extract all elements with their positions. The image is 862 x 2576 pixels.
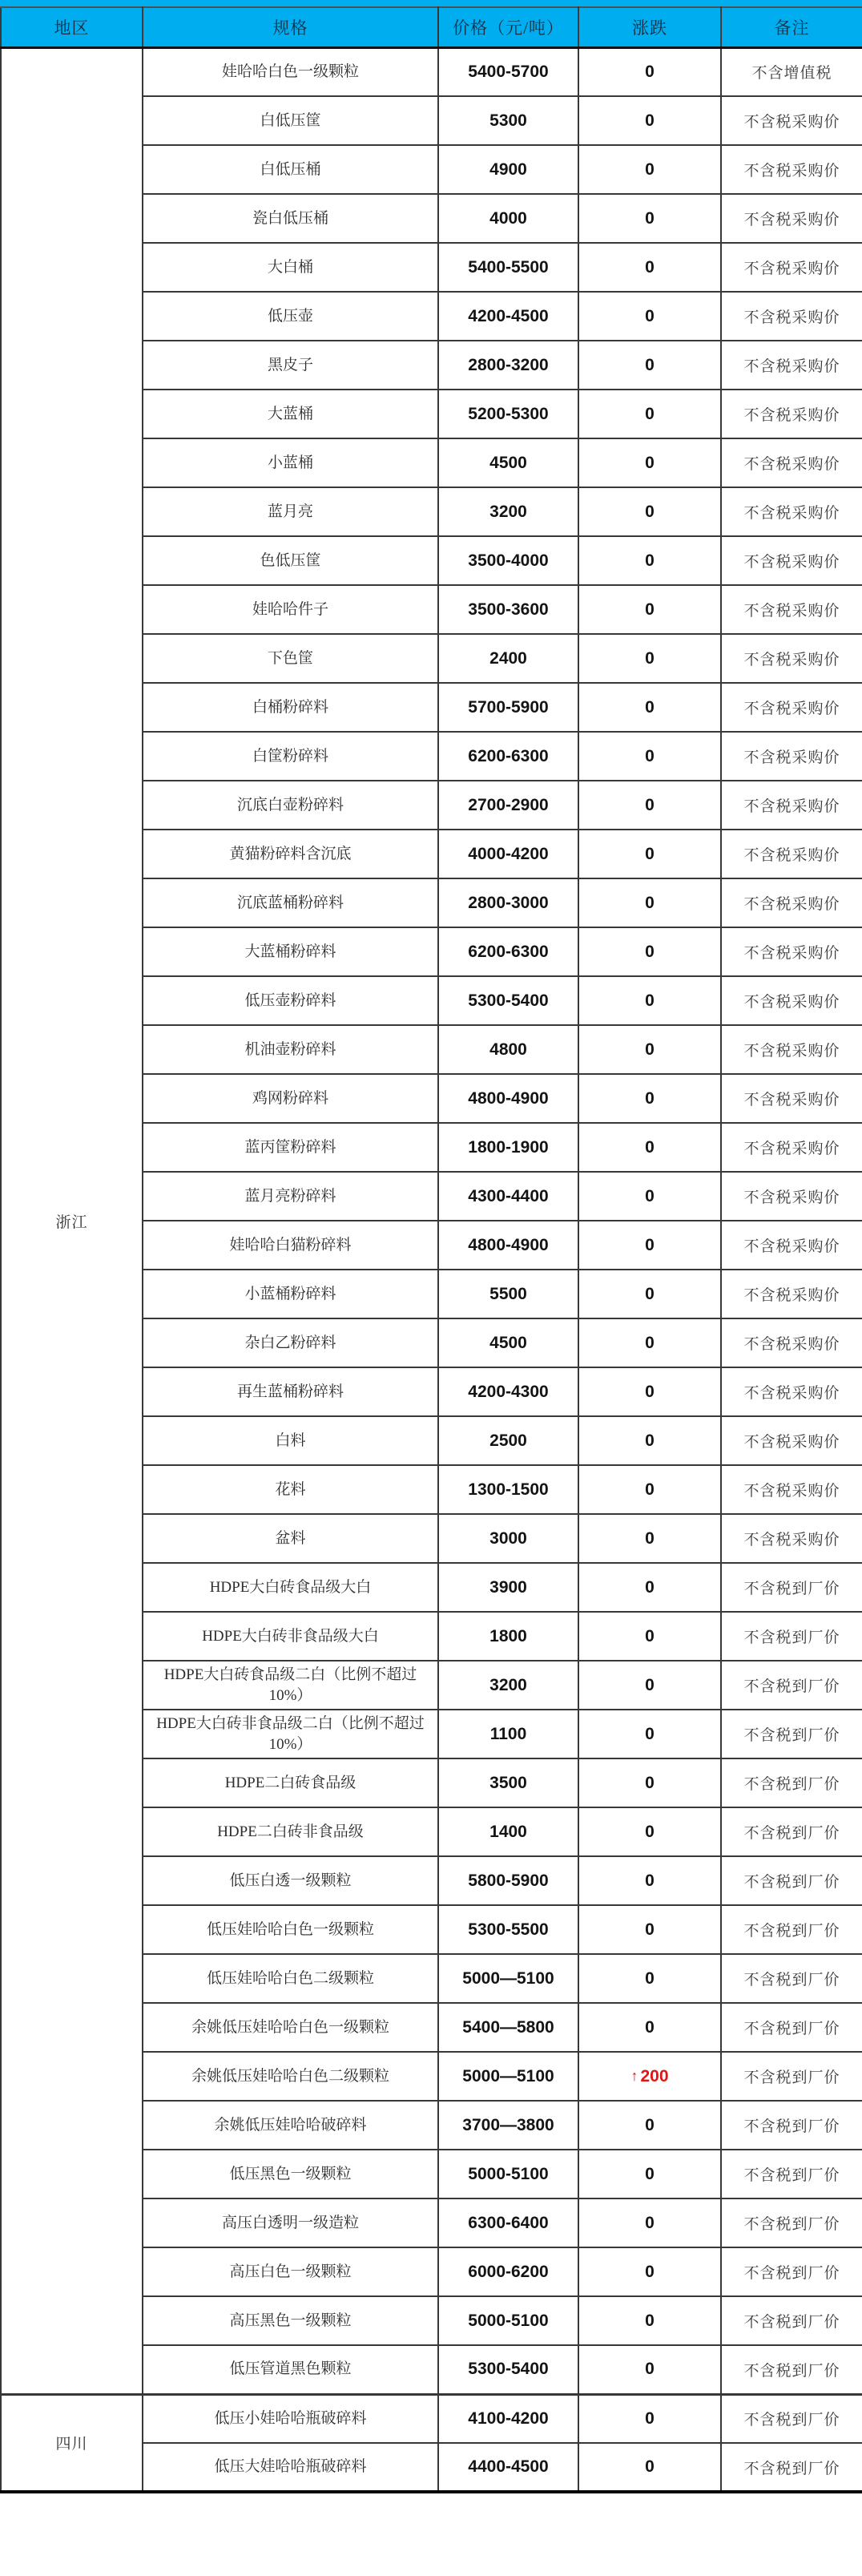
spec-cell: 余姚低压娃哈哈白色二级颗粒 xyxy=(143,2052,438,2101)
change-cell: 0 xyxy=(578,2296,721,2345)
note-cell: 不含税采购价 xyxy=(721,1172,862,1221)
note-cell: 不含税采购价 xyxy=(721,1367,862,1416)
spec-cell: 高压白透明一级造粒 xyxy=(143,2198,438,2247)
price-cell: 3900 xyxy=(438,1563,578,1612)
note-cell: 不含增值税 xyxy=(721,47,862,96)
spec-cell: 机油壶粉碎料 xyxy=(143,1025,438,1074)
spec-cell: 鸡网粉碎料 xyxy=(143,1074,438,1123)
note-cell: 不含税采购价 xyxy=(721,1416,862,1465)
spec-cell: 蓝月亮 xyxy=(143,487,438,536)
spec-cell: 白桶粉碎料 xyxy=(143,683,438,732)
spec-cell: 瓷白低压桶 xyxy=(143,194,438,243)
change-cell: 0 xyxy=(578,2247,721,2296)
spec-cell: 蓝月亮粉碎料 xyxy=(143,1172,438,1221)
note-cell: 不含税采购价 xyxy=(721,1465,862,1514)
column-header-change: 涨跌 xyxy=(578,7,721,47)
price-cell: 5000—5100 xyxy=(438,2052,578,2101)
spec-cell: 小蓝桶粉碎料 xyxy=(143,1270,438,1318)
note-cell: 不含税采购价 xyxy=(721,536,862,585)
price-cell: 5300-5500 xyxy=(438,1905,578,1954)
spec-cell: 花料 xyxy=(143,1465,438,1514)
price-cell: 4500 xyxy=(438,1318,578,1367)
spec-cell: 低压小娃哈哈瓶破碎料 xyxy=(143,2394,438,2443)
note-cell: 不含税采购价 xyxy=(721,1074,862,1123)
change-cell: 0 xyxy=(578,683,721,732)
note-cell: 不含税采购价 xyxy=(721,683,862,732)
note-cell: 不含税采购价 xyxy=(721,1514,862,1563)
price-cell: 3500-4000 xyxy=(438,536,578,585)
change-cell: 0 xyxy=(578,487,721,536)
change-cell: 0 xyxy=(578,145,721,194)
region-cell: 四川 xyxy=(1,2394,143,2492)
price-table xyxy=(0,6,862,2493)
change-cell: 0 xyxy=(578,1123,721,1172)
note-cell: 不含税采购价 xyxy=(721,781,862,830)
spec-cell: 余姚低压娃哈哈白色一级颗粒 xyxy=(143,2003,438,2052)
note-cell: 不含税采购价 xyxy=(721,830,862,878)
price-cell: 3200 xyxy=(438,1661,578,1710)
spec-cell: 蓝丙筐粉碎料 xyxy=(143,1123,438,1172)
change-cell: 0 xyxy=(578,1367,721,1416)
change-cell xyxy=(578,2052,721,2101)
note-cell: 不含税采购价 xyxy=(721,145,862,194)
spec-cell: 大蓝桶 xyxy=(143,390,438,438)
change-cell: 0 xyxy=(578,2150,721,2198)
note-cell: 不含税到厂价 xyxy=(721,2394,862,2443)
note-cell: 不含税到厂价 xyxy=(721,2247,862,2296)
change-cell: 0 xyxy=(578,2345,721,2394)
note-cell: 不含税到厂价 xyxy=(721,1612,862,1661)
change-cell: 0 xyxy=(578,1025,721,1074)
change-cell: 0 xyxy=(578,2443,721,2492)
price-cell: 4800-4900 xyxy=(438,1074,578,1123)
spec-cell: 低压壶 xyxy=(143,292,438,341)
price-cell: 6300-6400 xyxy=(438,2198,578,2247)
price-cell: 5700-5900 xyxy=(438,683,578,732)
change-cell: 0 xyxy=(578,732,721,781)
price-cell: 3200 xyxy=(438,487,578,536)
price-cell: 5300-5400 xyxy=(438,2345,578,2394)
spec-cell: 黑皮子 xyxy=(143,341,438,390)
price-cell: 5000-5100 xyxy=(438,2150,578,2198)
change-cell: 0 xyxy=(578,1661,721,1710)
spec-cell: 白料 xyxy=(143,1416,438,1465)
spec-cell: 低压白透一级颗粒 xyxy=(143,1856,438,1905)
column-header-spec: 规格 xyxy=(143,7,438,47)
price-cell: 4900 xyxy=(438,145,578,194)
price-cell: 4800 xyxy=(438,1025,578,1074)
change-cell: 0 xyxy=(578,781,721,830)
price-cell: 5400—5800 xyxy=(438,2003,578,2052)
change-cell: 0 xyxy=(578,927,721,976)
price-cell: 5200-5300 xyxy=(438,390,578,438)
change-cell: 0 xyxy=(578,1221,721,1270)
price-cell: 2800-3000 xyxy=(438,878,578,927)
price-cell: 1400 xyxy=(438,1807,578,1856)
spec-cell: HDPE二白砖食品级 xyxy=(143,1758,438,1807)
price-cell: 1800 xyxy=(438,1612,578,1661)
note-cell: 不含税采购价 xyxy=(721,341,862,390)
price-cell: 5400-5700 xyxy=(438,47,578,96)
change-cell: 0 xyxy=(578,1954,721,2003)
note-cell: 不含税到厂价 xyxy=(721,1710,862,1758)
note-cell: 不含税到厂价 xyxy=(721,1856,862,1905)
spec-cell: 娃哈哈件子 xyxy=(143,585,438,634)
price-cell: 4100-4200 xyxy=(438,2394,578,2443)
change-cell: 0 xyxy=(578,1710,721,1758)
note-cell: 不含税到厂价 xyxy=(721,2198,862,2247)
change-cell: 0 xyxy=(578,536,721,585)
change-cell: 0 xyxy=(578,1074,721,1123)
note-cell: 不含税到厂价 xyxy=(721,2296,862,2345)
change-cell: 0 xyxy=(578,830,721,878)
note-cell: 不含税采购价 xyxy=(721,1123,862,1172)
price-cell: 1300-1500 xyxy=(438,1465,578,1514)
note-cell: 不含税采购价 xyxy=(721,976,862,1025)
note-cell: 不含税采购价 xyxy=(721,487,862,536)
change-cell: 0 xyxy=(578,878,721,927)
spec-cell: HDPE大白砖非食品级大白 xyxy=(143,1612,438,1661)
change-cell: 0 xyxy=(578,390,721,438)
change-cell: 0 xyxy=(578,2003,721,2052)
spec-cell: 杂白乙粉碎料 xyxy=(143,1318,438,1367)
note-cell: 不含税采购价 xyxy=(721,1318,862,1367)
change-cell: 0 xyxy=(578,1905,721,1954)
spec-cell: 高压黑色一级颗粒 xyxy=(143,2296,438,2345)
column-header-note: 备注 xyxy=(721,7,862,47)
note-cell: 不含税采购价 xyxy=(721,194,862,243)
spec-cell: HDPE二白砖非食品级 xyxy=(143,1807,438,1856)
price-cell: 4200-4300 xyxy=(438,1367,578,1416)
spec-cell: 白低压筐 xyxy=(143,96,438,145)
note-cell: 不含税到厂价 xyxy=(721,2052,862,2101)
change-cell: 0 xyxy=(578,1563,721,1612)
price-cell: 1800-1900 xyxy=(438,1123,578,1172)
price-cell: 6200-6300 xyxy=(438,927,578,976)
change-cell: 0 xyxy=(578,1856,721,1905)
change-value: 200 xyxy=(640,2066,669,2085)
price-cell: 3700—3800 xyxy=(438,2101,578,2150)
price-cell: 4000 xyxy=(438,194,578,243)
spec-cell: 低压大娃哈哈瓶破碎料 xyxy=(143,2443,438,2492)
change-cell: 0 xyxy=(578,341,721,390)
price-cell: 6000-6200 xyxy=(438,2247,578,2296)
change-cell: 0 xyxy=(578,585,721,634)
price-cell: 5300 xyxy=(438,96,578,145)
change-cell: 0 xyxy=(578,1807,721,1856)
price-cell: 3500 xyxy=(438,1758,578,1807)
note-cell: 不含税到厂价 xyxy=(721,1807,862,1856)
note-cell: 不含税到厂价 xyxy=(721,1563,862,1612)
price-cell: 2400 xyxy=(438,634,578,683)
change-cell: 0 xyxy=(578,634,721,683)
note-cell: 不含税采购价 xyxy=(721,1025,862,1074)
price-cell: 2800-3200 xyxy=(438,341,578,390)
price-cell: 4000-4200 xyxy=(438,830,578,878)
price-cell: 3500-3600 xyxy=(438,585,578,634)
change-cell: 0 xyxy=(578,243,721,292)
table-row xyxy=(1,47,862,96)
price-cell: 3000 xyxy=(438,1514,578,1563)
change-cell: 0 xyxy=(578,2101,721,2150)
spec-cell: 下色筐 xyxy=(143,634,438,683)
change-cell: 0 xyxy=(578,96,721,145)
note-cell: 不含税采购价 xyxy=(721,927,862,976)
change-cell: 0 xyxy=(578,1172,721,1221)
change-cell: 0 xyxy=(578,1318,721,1367)
change-cell: 0 xyxy=(578,1465,721,1514)
price-cell: 4800-4900 xyxy=(438,1221,578,1270)
spec-cell: 娃哈哈白猫粉碎料 xyxy=(143,1221,438,1270)
note-cell: 不含税采购价 xyxy=(721,1270,862,1318)
change-cell: 0 xyxy=(578,1270,721,1318)
change-cell: 0 xyxy=(578,1514,721,1563)
price-cell: 5300-5400 xyxy=(438,976,578,1025)
price-cell: 6200-6300 xyxy=(438,732,578,781)
change-cell: 0 xyxy=(578,47,721,96)
spec-cell: 低压管道黑色颗粒 xyxy=(143,2345,438,2394)
change-cell: 0 xyxy=(578,2198,721,2247)
note-cell: 不含税到厂价 xyxy=(721,2443,862,2492)
spec-cell: 白低压桶 xyxy=(143,145,438,194)
price-cell: 5000-5100 xyxy=(438,2296,578,2345)
change-cell: 0 xyxy=(578,438,721,487)
spec-cell: 大白桶 xyxy=(143,243,438,292)
change-cell: 0 xyxy=(578,1416,721,1465)
price-cell: 1100 xyxy=(438,1710,578,1758)
spec-cell: 低压娃哈哈白色一级颗粒 xyxy=(143,1905,438,1954)
price-cell: 5500 xyxy=(438,1270,578,1318)
note-cell: 不含税到厂价 xyxy=(721,2150,862,2198)
note-cell: 不含税采购价 xyxy=(721,585,862,634)
note-cell: 不含税采购价 xyxy=(721,96,862,145)
price-cell: 4500 xyxy=(438,438,578,487)
price-cell: 2700-2900 xyxy=(438,781,578,830)
spec-cell: 色低压筐 xyxy=(143,536,438,585)
spec-cell: 小蓝桶 xyxy=(143,438,438,487)
note-cell: 不含税采购价 xyxy=(721,438,862,487)
spec-cell: 低压娃哈哈白色二级颗粒 xyxy=(143,1954,438,2003)
column-header-region: 地区 xyxy=(1,7,143,47)
spec-cell: 盆料 xyxy=(143,1514,438,1563)
note-cell: 不含税采购价 xyxy=(721,634,862,683)
note-cell: 不含税到厂价 xyxy=(721,2101,862,2150)
note-cell: 不含税采购价 xyxy=(721,732,862,781)
spec-cell: 余姚低压娃哈哈破碎料 xyxy=(143,2101,438,2150)
change-cell: 0 xyxy=(578,1612,721,1661)
spec-cell: HDPE大白砖非食品级二白（比例不超过10%） xyxy=(143,1710,438,1758)
price-cell: 2500 xyxy=(438,1416,578,1465)
table-body xyxy=(1,47,862,2492)
price-cell: 5800-5900 xyxy=(438,1856,578,1905)
spec-cell: 再生蓝桶粉碎料 xyxy=(143,1367,438,1416)
note-cell: 不含税采购价 xyxy=(721,292,862,341)
note-cell: 不含税到厂价 xyxy=(721,1758,862,1807)
change-cell: 0 xyxy=(578,194,721,243)
spec-cell: HDPE大白砖食品级二白（比例不超过10%） xyxy=(143,1661,438,1710)
note-cell: 不含税到厂价 xyxy=(721,2345,862,2394)
spec-cell: 娃哈哈白色一级颗粒 xyxy=(143,47,438,96)
note-cell: 不含税采购价 xyxy=(721,243,862,292)
table-top-border xyxy=(0,0,862,6)
note-cell: 不含税采购价 xyxy=(721,1221,862,1270)
price-cell: 5000—5100 xyxy=(438,1954,578,2003)
change-cell: 0 xyxy=(578,292,721,341)
spec-cell: 沉底白壶粉碎料 xyxy=(143,781,438,830)
note-cell: 不含税采购价 xyxy=(721,390,862,438)
region-cell: 浙江 xyxy=(1,47,143,2394)
spec-cell: 黄猫粉碎料含沉底 xyxy=(143,830,438,878)
up-arrow-icon: ↑ xyxy=(630,2067,638,2084)
note-cell: 不含税到厂价 xyxy=(721,2003,862,2052)
note-cell: 不含税到厂价 xyxy=(721,1954,862,2003)
change-cell: 0 xyxy=(578,1758,721,1807)
spec-cell: 高压白色一级颗粒 xyxy=(143,2247,438,2296)
price-cell: 4400-4500 xyxy=(438,2443,578,2492)
header-row xyxy=(1,7,862,47)
note-cell: 不含税采购价 xyxy=(721,878,862,927)
spec-cell: 白筐粉碎料 xyxy=(143,732,438,781)
note-cell: 不含税到厂价 xyxy=(721,1905,862,1954)
note-cell: 不含税到厂价 xyxy=(721,1661,862,1710)
spec-cell: 低压壶粉碎料 xyxy=(143,976,438,1025)
spec-cell: HDPE大白砖食品级大白 xyxy=(143,1563,438,1612)
spec-cell: 低压黑色一级颗粒 xyxy=(143,2150,438,2198)
price-cell: 4300-4400 xyxy=(438,1172,578,1221)
price-cell: 5400-5500 xyxy=(438,243,578,292)
spec-cell: 沉底蓝桶粉碎料 xyxy=(143,878,438,927)
column-header-price: 价格（元/吨） xyxy=(438,7,578,47)
table-header xyxy=(1,7,862,47)
price-cell: 4200-4500 xyxy=(438,292,578,341)
change-cell: 0 xyxy=(578,2394,721,2443)
change-cell: 0 xyxy=(578,976,721,1025)
spec-cell: 大蓝桶粉碎料 xyxy=(143,927,438,976)
table-row xyxy=(1,2394,862,2443)
